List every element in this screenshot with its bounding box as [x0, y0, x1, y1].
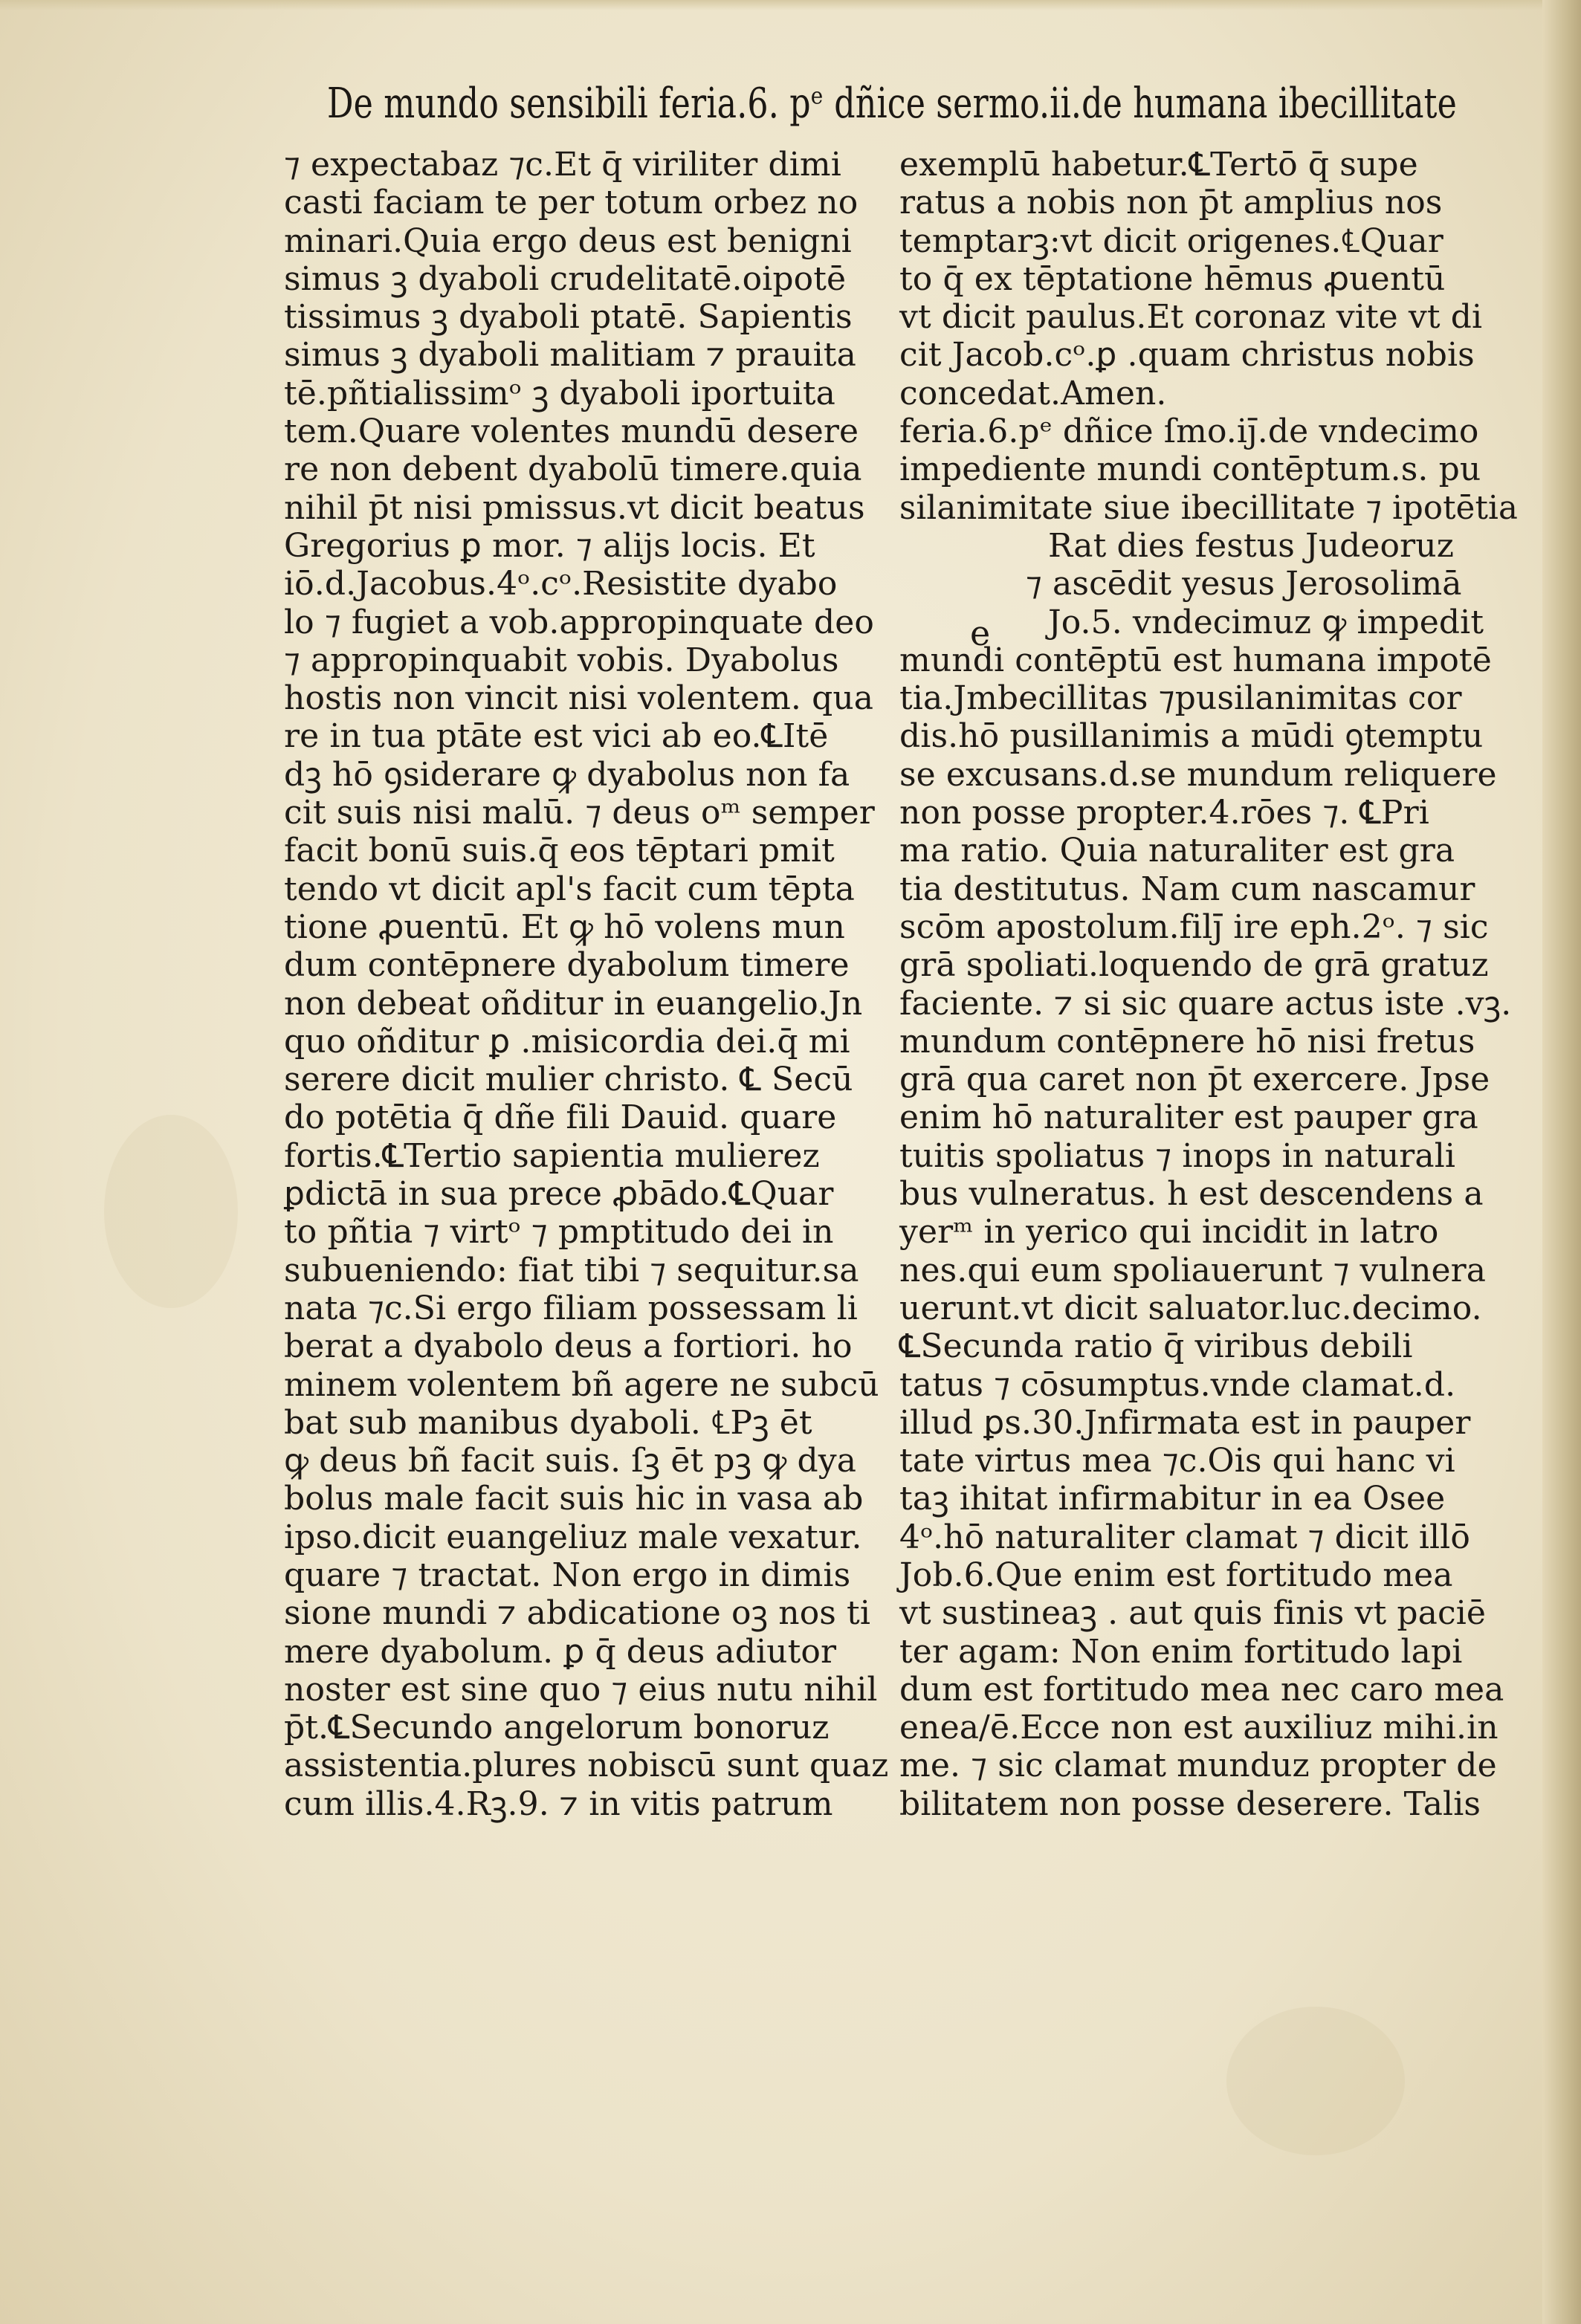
- text-line: ipso.dicit euangeliuz male vexatur.: [284, 1518, 862, 1556]
- text-line: hostis non vincit nisi volentem. qua: [284, 679, 874, 718]
- text-line: vt sustineaꝫ . aut quis finis vt paciē: [899, 1594, 1487, 1633]
- text-line: exemplū habetur.℄Tertō q̄ supe: [899, 146, 1418, 184]
- text-line: Gregorius ꝑ mor. ⁊ alijs locis. Et: [284, 526, 815, 565]
- text-line: bat sub manibus dyaboli. ℄Pꝫ ēt: [284, 1403, 812, 1442]
- text-line: grā spoliati.loquendo de grā gratuz: [899, 946, 1489, 985]
- text-line: cit Jacob.cᵒ.ꝑ .quam christus nobis: [899, 336, 1475, 375]
- text-line: taꝫ ihitat infirmabitur in ea Osee: [899, 1480, 1446, 1518]
- text-line: impediente mundi contēptum.s. pu: [899, 450, 1481, 489]
- text-line: grā qua caret non p̄t exercere. Jpse: [899, 1061, 1490, 1099]
- text-line: tendo vt dicit apl's facit cum tēpta: [284, 870, 855, 908]
- text-line: Job.6.Que enim est fortitudo mea: [899, 1556, 1453, 1594]
- running-head: De mundo sensibili feria.6. pᵉ dñice sermo.ii.de humana ibecillitate: [327, 80, 1457, 128]
- text-line: simus ꝫ dyaboli crudelitatē.oipotē: [284, 259, 847, 298]
- text-line: cum illis.4.Rꝫ.9. ⁊ in vitis patrum: [284, 1784, 833, 1823]
- text-line: tione ꝓuentū. Et ꝙ hō volens mun: [284, 907, 845, 946]
- text-line: iō.d.Jacobus.4ᵒ.cᵒ.Resistite dyabo: [284, 565, 838, 603]
- text-line: bus vulneratus. h est descendens a: [899, 1175, 1484, 1214]
- text-line: se excusans.d.se mundum reliquere: [899, 755, 1497, 794]
- text-line: non debeat oñditur in euangelio.Jn: [284, 984, 863, 1023]
- text-line: quo oñditur ꝑ .misicordia dei.q̄ mi: [284, 1022, 850, 1061]
- text-line: nata ⁊c.Si ergo filiam possessam li: [284, 1289, 858, 1327]
- text-line: vt dicit paulus.Et coronaz vite vt di: [899, 298, 1483, 337]
- text-line: scōm apostolum.filȷ̄ ire eph.2ᵒ. ⁊ sic: [899, 907, 1489, 946]
- text-line: re in tua ptāte est vici ab eo.℄Itē: [284, 717, 829, 756]
- text-line: do potētia q̄ dñe fili Dauid. quare: [284, 1098, 837, 1137]
- text-line: Rat dies festus Judeoruz: [1048, 526, 1454, 565]
- text-line: tem.Quare volentes mundū desere: [284, 412, 859, 451]
- page-gutter-shadow: [1542, 0, 1581, 2324]
- text-line: dꝫ hō ꝯsiderare ꝙ dyabolus non fa: [284, 755, 850, 794]
- text-line: bilitatem non posse deserere. Talis: [899, 1784, 1481, 1823]
- text-line: minem volentem bñ agere ne subcū: [284, 1365, 879, 1404]
- text-line: yerᵐ in yerico qui incidit in latro: [899, 1213, 1439, 1252]
- text-line: tuitis spoliatus ⁊ inops in naturali: [899, 1136, 1456, 1175]
- text-line: nes.qui eum spoliauerunt ⁊ vulnera: [899, 1251, 1487, 1289]
- text-line: sione mundi ⁊ abdicatione oꝫ nos ti: [284, 1594, 871, 1633]
- text-line: ⁊ appropinquabit vobis. Dyabolus: [284, 641, 839, 679]
- text-line: ꝙ deus bñ facit suis. ſꝫ ēt pꝫ ꝙ dya: [284, 1442, 857, 1480]
- right-text-column: [899, 146, 1518, 1823]
- text-line: re non debent dyabolū timere.quia: [284, 450, 862, 489]
- text-line: fortis.℄Tertio sapientia mulierez: [284, 1136, 820, 1175]
- text-line: 4ᵒ.hō naturaliter clamat ⁊ dicit illō: [899, 1518, 1470, 1556]
- text-line: mundi contēptū est humana impotē: [899, 641, 1492, 679]
- text-line: enea/ē.Ecce non est auxiliuz mihi.in: [899, 1709, 1498, 1747]
- paper-stain: [1226, 2007, 1405, 2155]
- text-line: lo ⁊ fugiet a vob.appropinquate deo: [284, 603, 874, 641]
- text-line: dum est fortitudo mea nec caro mea: [899, 1670, 1504, 1709]
- text-line: silanimitate siue ibecillitate ⁊ ipotētia: [899, 488, 1518, 527]
- text-line: tia destitutus. Nam cum nascamur: [899, 870, 1475, 908]
- initial-letter-placeholder: e: [970, 613, 991, 653]
- text-line: ma ratio. Quia naturaliter est gra: [899, 832, 1455, 870]
- text-line: noster est sine quo ⁊ eius nutu nihil: [284, 1670, 878, 1709]
- text-line: assistentia.plures nobiscū sunt quaz: [284, 1747, 889, 1785]
- text-line: minari.Quia ergo deus est benigni: [284, 221, 852, 260]
- text-line: simus ꝫ dyaboli malitiam ⁊ prauita: [284, 336, 856, 375]
- text-line: quare ⁊ tractat. Non ergo in dimis: [284, 1556, 851, 1594]
- text-line: mere dyabolum. ꝑ q̄ deus adiutor: [284, 1632, 837, 1671]
- text-line: tē.pñtialissimᵒ ꝫ dyaboli iportuita: [284, 374, 836, 412]
- text-line: tia.Jmbecillitas ⁊pusilanimitas cor: [899, 679, 1462, 718]
- page-top-edge: [0, 0, 1581, 10]
- text-line: feria.6.pᵉ dñice ſmo.iȷ̄.de vndecimo: [899, 412, 1479, 451]
- text-line: facit bonū suis.q̄ eos tēptari pmit: [284, 832, 835, 870]
- text-line: concedat.Amen.: [899, 374, 1167, 412]
- text-line: ter agam: Non enim fortitudo lapi: [899, 1632, 1463, 1671]
- text-line: to q̄ ex tēptatione hēmus ꝓuentū: [899, 259, 1446, 298]
- text-line: dum contēpnere dyabolum timere: [284, 946, 850, 985]
- text-line: uerunt.vt dicit saluator.luc.decimo.: [899, 1289, 1482, 1327]
- text-line: tissimus ꝫ dyaboli ptatē. Sapientis: [284, 298, 853, 337]
- text-line: p̄t.℄Secundo angelorum bonoruz: [284, 1709, 830, 1747]
- text-line: faciente. ⁊ si sic quare actus iste .vꝫ.: [899, 984, 1512, 1023]
- text-line: ℄Secunda ratio q̄ viribus debili: [899, 1327, 1413, 1366]
- text-line: illud ꝑs.30.Jnfirmata est in pauper: [899, 1403, 1471, 1442]
- text-line: serere dicit mulier christo. ℄ Secū: [284, 1061, 853, 1099]
- text-line: enim hō naturaliter est pauper gra: [899, 1098, 1478, 1137]
- text-line: berat a dyabolo deus a fortiori. ho: [284, 1327, 853, 1366]
- text-line: Jo.5. vndecimuz ꝙ impedit: [1048, 603, 1484, 641]
- text-line: ⁊ expectabaz ⁊c.Et q̄ viriliter dimi: [284, 146, 841, 184]
- text-line: ꝑdictā in sua prece ꝓbādo.℄Quar: [284, 1175, 834, 1214]
- text-line: ⁊ ascēdit yesus Jerosolimā: [1026, 565, 1462, 603]
- text-line: tatus ⁊ cōsumptus.vnde clamat.d.: [899, 1365, 1456, 1404]
- text-line: cit suis nisi malū. ⁊ deus oᵐ semper: [284, 794, 875, 832]
- text-line: me. ⁊ sic clamat munduz propter de: [899, 1747, 1497, 1785]
- text-line: tate virtus mea ⁊c.Ois qui hanc vi: [899, 1442, 1455, 1480]
- text-line: subueniendo: fiat tibi ⁊ sequitur.sa: [284, 1251, 859, 1289]
- paper-stain: [104, 1115, 238, 1308]
- text-line: ratus a nobis non p̄t amplius nos: [899, 184, 1443, 222]
- text-line: dis.hō pusillanimis a mūdi ꝯtemptu: [899, 717, 1484, 756]
- text-line: bolus male facit suis hic in vasa ab: [284, 1480, 864, 1518]
- text-line: mundum contēpnere hō nisi fretus: [899, 1022, 1475, 1061]
- left-text-column: [284, 146, 893, 1823]
- text-line: nihil p̄t nisi pmissus.vt dicit beatus: [284, 488, 865, 527]
- text-line: temptarꝫ:vt dicit origenes.℄Quar: [899, 221, 1443, 260]
- text-line: to pñtia ⁊ virtᵒ ⁊ pmptitudo dei in: [284, 1213, 834, 1252]
- text-line: non posse propter.4.rōes ⁊. ℄Pri: [899, 794, 1429, 832]
- text-line: casti faciam te per totum orbez no: [284, 184, 859, 222]
